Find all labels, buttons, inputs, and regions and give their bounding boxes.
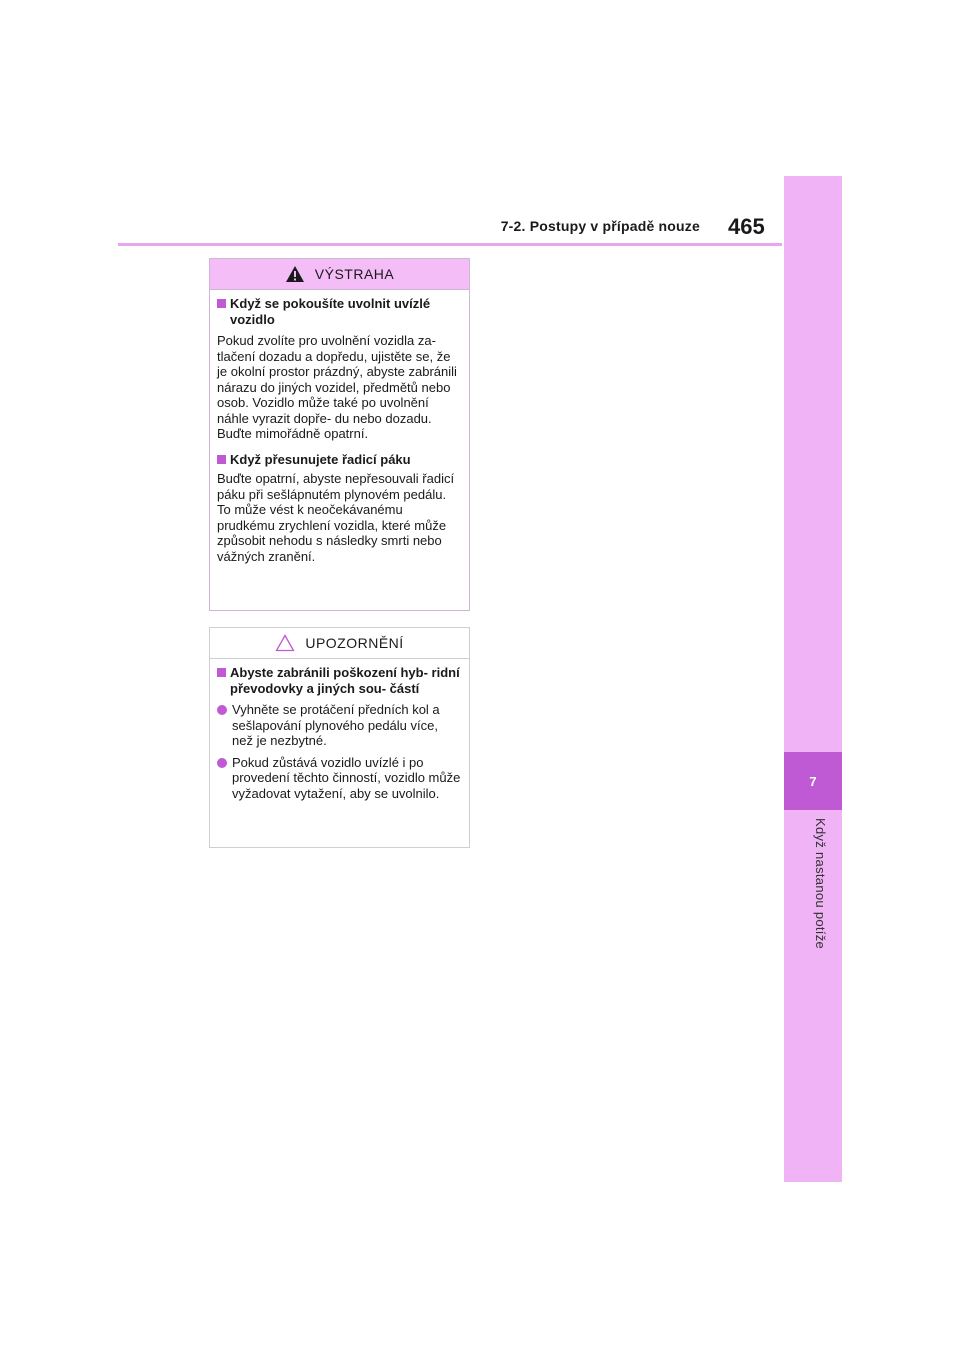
notice-box bbox=[209, 627, 470, 848]
chapter-title: Když nastanou potíže bbox=[813, 818, 828, 950]
side-tab bbox=[784, 176, 842, 1182]
bullet-text: Pokud zůstává vozidlo uvízlé i po provedení těchto činností, vozidlo může vyžadovat vytažení, aby se uvolnilo. bbox=[232, 754, 461, 801]
heading-text: Abyste zabránili poškození hyb- ridní převodovky a jiných sou- částí bbox=[230, 665, 460, 696]
notice-heading bbox=[217, 665, 462, 696]
round-bullet-icon bbox=[217, 705, 227, 715]
list-item bbox=[217, 702, 462, 749]
warning-section-2-text: Buďte opatrní, abyste nepřesouvali řadicí páku při sešlápnutém plynovém pedálu. bbox=[217, 471, 455, 502]
warning-section-1-text: Pokud zvolíte pro uvolnění vozidla za- tlačení dozadu a dopředu, ujistěte se, že je okolní prostor prázdný, abyste zabránili nárazu do jiných vozidel, předmětů nebo osob. Vozidlo může také po uvolnění náhle vyrazit dopře- du nebo dozadu. Buďte mimořádně opatrní. bbox=[217, 333, 457, 441]
square-bullet-icon bbox=[217, 455, 226, 464]
list-item bbox=[217, 755, 462, 802]
header-rule bbox=[118, 243, 782, 246]
chapter-number: 7 bbox=[784, 752, 842, 810]
warning-section-2-heading bbox=[217, 452, 462, 468]
warning-section-1-heading bbox=[217, 296, 462, 327]
warning-box-header bbox=[210, 259, 469, 290]
warning-triangle-outline-icon bbox=[275, 634, 295, 652]
square-bullet-icon bbox=[217, 299, 226, 308]
warning-section-2-text-2: To může vést k neočekávanému prudkému zrychlení vozidla, které může způsobit nehodu s následky smrti nebo vážných zranění. bbox=[217, 502, 447, 564]
round-bullet-icon bbox=[217, 758, 227, 768]
notice-box-title: UPOZORNĚNÍ bbox=[305, 635, 404, 651]
warning-box-title: VÝSTRAHA bbox=[314, 266, 395, 282]
square-bullet-icon bbox=[217, 668, 226, 677]
notice-box-header bbox=[210, 628, 469, 659]
warning-box bbox=[209, 258, 470, 611]
heading-text: Když přesunujete řadicí páku bbox=[230, 451, 411, 467]
bullet-text: Vyhněte se protáčení předních kol a sešlapování plynového pedálu více, než je nezbytné. bbox=[232, 702, 440, 748]
page-number: 465 bbox=[728, 214, 765, 239]
section-title: 7-2. Postupy v případě nouze bbox=[500, 218, 700, 234]
warning-triangle-filled-icon bbox=[285, 265, 305, 283]
heading-text: Když se pokoušíte uvolnit uvízlé vozidlo bbox=[230, 296, 431, 327]
